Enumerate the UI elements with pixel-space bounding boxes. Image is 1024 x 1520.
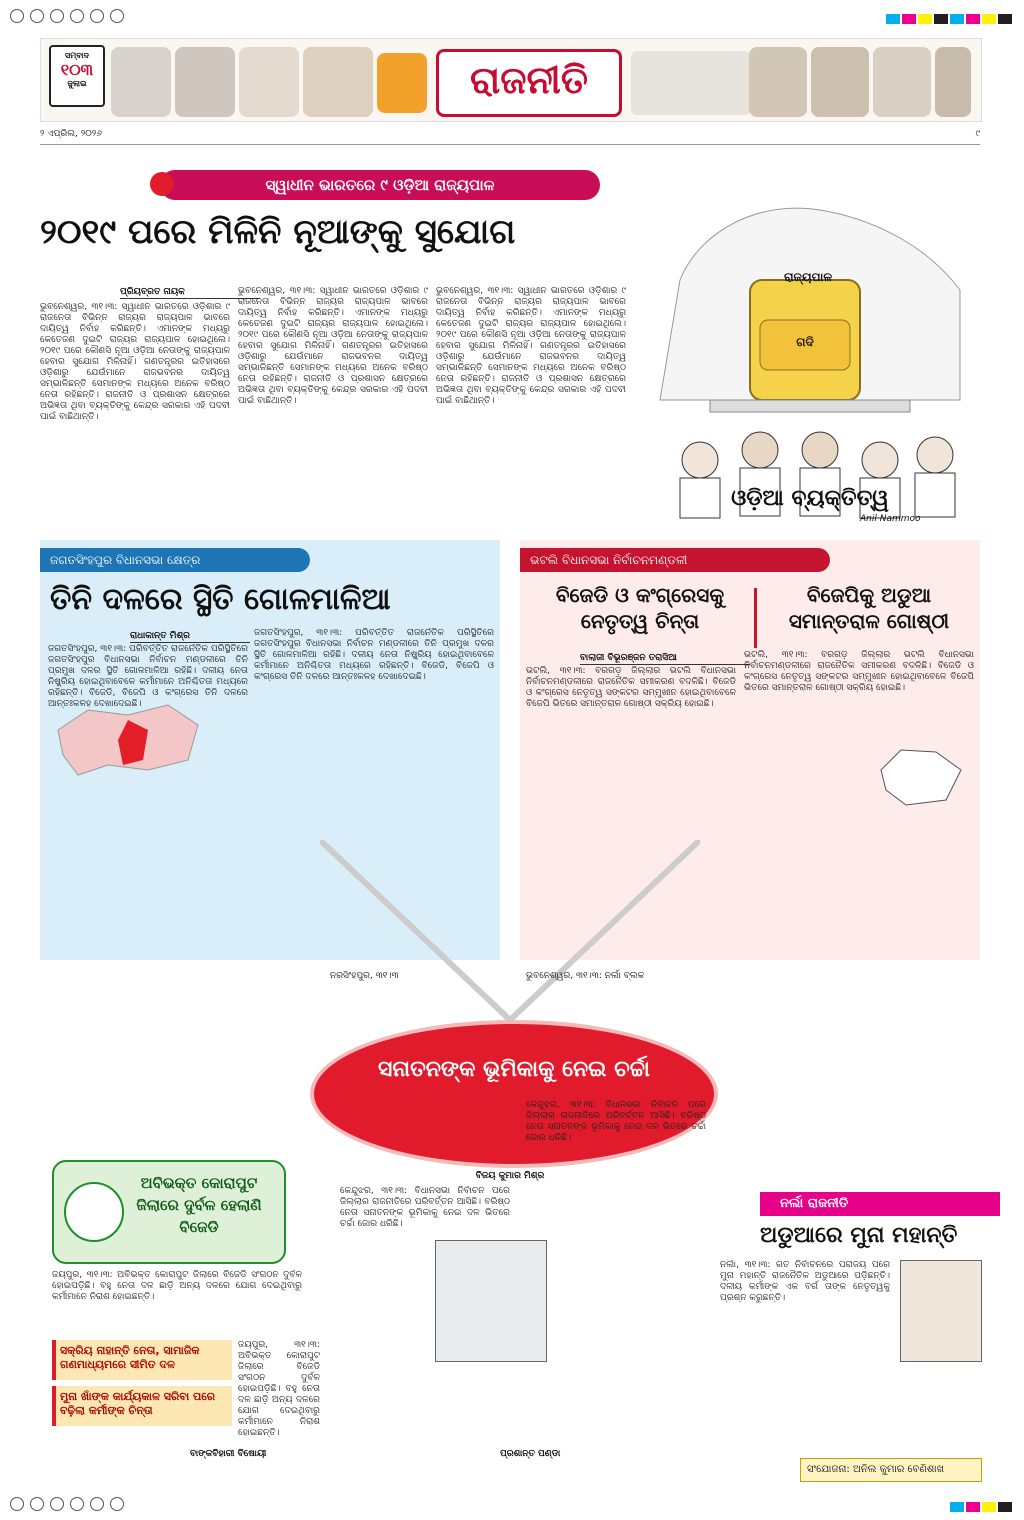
registration-marks xyxy=(10,8,130,27)
registration-marks-bottom xyxy=(10,1496,130,1515)
lower-left-body: ଜୟପୁର, ୩୧।୩: ଅବିଭକ୍ତ କୋରାପୁଟ ଜିଲାରେ ବିଜେଡି ସଂଗଠନ ଦୁର୍ବଳ ହୋଇପଡ଼ିଛି। ବହୁ ନେତା ଦଳ ଛାଡ଼ି ଅନ୍ୟ ଦଳରେ ଯୋଗ ଦେଇଥିବାରୁ କର୍ମୀମାନେ ନିରାଶ ହୋଇଛନ୍ତି। xyxy=(52,1270,302,1302)
top-body-col1: ଭୁବନେଶ୍ୱର, ୩୧।୩: ସ୍ୱାଧୀନ ଭାରତରେ ଓଡ଼ିଶାର ୯ ରାଜନେତା ବିଭିନ୍ନ ରାଜ୍ୟର ରାଜ୍ୟପାଳ ଭାବରେ ଦାୟିତ୍ୱ ନିର୍ବାହ କରିଛନ୍ତି। ଏମାନଙ୍କ ମଧ୍ୟରୁ କେତେଜଣ ଦୁଇଟି ରାଜ୍ୟର ରାଜ୍ୟପାଳ ହୋଇଥିଲେ। ୨୦୧୯ ପରେ କୌଣସି ନୂଆ ଓଡ଼ିଆ ନେତାଙ୍କୁ ରାଜ୍ୟପାଳ ହେବାର ସୁଯୋଗ ମିଳିନାହିଁ। ଗଣତନ୍ତ୍ରର ଇତିହାସରେ ଓଡ଼ିଶାରୁ ଯେଉଁମାନେ ରାଜଭବନର ଦାୟିତ୍ୱ ସମ୍ଭାଳିଛନ୍ତି ସେମାନଙ୍କ ମଧ୍ୟରେ ଅନେକ ବରିଷ୍ଠ ନେତା ରହିଛନ୍ତି। ରାଜନୀତି ଓ ପ୍ରଶାସନ କ୍ଷେତ୍ରରେ ଅଭିଜ୍ଞତା ଥିବା ବ୍ୟକ୍ତିଙ୍କୁ କେନ୍ଦ୍ର ସରକାର ଏହି ପଦବୀ ପାଇଁ ବାଛିଥାନ୍ତି। xyxy=(40,302,230,422)
section-title: ରାଜନୀତି xyxy=(469,58,589,102)
top-kicker-wrap xyxy=(160,170,600,200)
masthead xyxy=(40,38,982,122)
top-kicker: ସ୍ୱାଧୀନ ଭାରତରେ ୯ ଓଡ଼ିଆ ରାଜ୍ୟପାଳ xyxy=(160,170,600,200)
color-bar-bottom xyxy=(950,1497,1014,1516)
lower-left-box-headline: ଅବିଭକ୍ତ କୋରାପୁଟ ଜିଲାରେ ଦୁର୍ବଳ ହେଲାଣି ବିଜେଡି xyxy=(136,1174,262,1236)
lower-left-sub2 xyxy=(52,1386,232,1426)
center-headline: ସନାତନଙ୍କ ଭୂମିକାକୁ ନେଇ ଚର୍ଚ୍ଚା xyxy=(378,1057,650,1082)
right-headline-left: ବିଜେଡି ଓ କଂଗ୍ରେସକୁ ନେତୃତ୍ୱ ଚିନ୍ତା xyxy=(555,583,725,633)
top-headline: ୨୦୧୯ ପରେ ମିଳିନି ନୂଆଙ୍କୁ ସୁଯୋଗ xyxy=(40,212,516,252)
portrait xyxy=(111,47,171,117)
divider xyxy=(40,144,980,145)
print-strip xyxy=(0,0,1024,28)
lower-right-kicker: ନର୍ଲା ରାଜନୀତି xyxy=(760,1192,1000,1216)
lower-left-byline: ବାଙ୍କବିହାରୀ ବିଷୋୟୀ xyxy=(190,1449,267,1459)
lower-left-box xyxy=(52,1160,286,1264)
anniversary-top: ସମ୍ବାଦ xyxy=(65,51,89,60)
cartoon-chair-label: ଗଦି xyxy=(796,335,814,349)
issue-date: ୨ ଏପ୍ରିଲ, ୨୦୨୬ xyxy=(40,129,102,139)
left-body-col2: ଜଗତସିଂହପୁର, ୩୧।୩: ପରିବର୍ତ୍ତିତ ରାଜନୈତିକ ପରିସ୍ଥିତିରେ ଜଗତସିଂହପୁର ବିଧାନସଭା ନିର୍ବାଚନ ମଣ୍ଡଳୀରେ ତିନି ପ୍ରମୁଖ ଦଳର ସ୍ଥିତି ଗୋଳମାଳିଆ ରହିଛି। ଦଳୀୟ ନେତା ନିଷ୍କ୍ରିୟ ହୋଇଥିବାବେଳେ କର୍ମୀମାନେ ଅନିଶ୍ଚିତତା ମଧ୍ୟରେ ରହିଛନ୍ତି। ବିଜେଡି, ବିଜେପି ଓ କଂଗ୍ରେସ ତିନି ଦଳରେ ଆନ୍ତଃକଳହ ଦେଖାଦେଇଛି। xyxy=(254,628,494,682)
left-headline: ତିନି ଦଳରେ ସ୍ଥିତି ଗୋଳମାଳିଆ xyxy=(50,582,391,617)
portrait-row-left xyxy=(111,43,431,119)
kicker-dot xyxy=(150,172,174,196)
dateline-left: ନରସିଂହପୁର, ୩୧।୩ xyxy=(330,971,399,981)
headline-divider xyxy=(754,588,757,648)
color-bar xyxy=(886,9,1014,28)
flag-graphic xyxy=(377,53,427,113)
anniversary-year: ୧୦୩ xyxy=(60,60,94,79)
portrait-sanatan xyxy=(435,1240,547,1362)
collage-region xyxy=(40,540,980,1500)
credit-box xyxy=(800,1458,982,1482)
political-cartoon xyxy=(640,160,980,530)
portrait xyxy=(811,47,869,117)
right-body-col2: ଭଟଲି, ୩୧।୩: ବରଗଡ଼ ଜିଲ୍ଲାର ଭଟଲି ବିଧାନସଭା ନିର୍ବାଚନମଣ୍ଡଳୀରେ ରାଜନୈତିକ ସମୀକରଣ ବଦଳିଛି। ବିଜେଡି ଓ କଂଗ୍ରେସ ନେତୃତ୍ୱ ସଙ୍କଟର ସମ୍ମୁଖୀନ ହୋଇଥିବାବେଳେ ବିଜେପି ଭିତରେ ସମାନ୍ତରାଳ ଗୋଷ୍ଠୀ ସକ୍ରିୟ ହୋଇଛି। xyxy=(744,650,974,693)
lower-right-body: ନର୍ଲା, ୩୧।୩: ଗତ ନିର୍ବାଚନରେ ପରାଜୟ ପରେ ମୁନା ମହାନ୍ତି ରାଜନୈତିକ ଅଡୁଆରେ ପଡ଼ିଛନ୍ତି। ଦଳୀୟ କର୍ମୀଙ୍କ ଏକ ବର୍ଗ ତାଙ୍କ ନେତୃତ୍ୱକୁ ପ୍ରଶ୍ନ କରୁଛନ୍ତି। xyxy=(720,1260,890,1303)
shell-logo xyxy=(64,1182,124,1242)
cartoon-caption: ଓଡ଼ିଆ ବ୍ୟକ୍ତିତ୍ୱ xyxy=(731,486,889,511)
anniversary-badge xyxy=(49,45,105,107)
top-body-col3: ଭୁବନେଶ୍ୱର, ୩୧।୩: ସ୍ୱାଧୀନ ଭାରତରେ ଓଡ଼ିଶାର ୯ ରାଜନେତା ବିଭିନ୍ନ ରାଜ୍ୟର ରାଜ୍ୟପାଳ ଭାବରେ ଦାୟିତ୍ୱ ନିର୍ବାହ କରିଛନ୍ତି। ଏମାନଙ୍କ ମଧ୍ୟରୁ କେତେଜଣ ଦୁଇଟି ରାଜ୍ୟର ରାଜ୍ୟପାଳ ହୋଇଥିଲେ। ୨୦୧୯ ପରେ କୌଣସି ନୂଆ ଓଡ଼ିଆ ନେତାଙ୍କୁ ରାଜ୍ୟପାଳ ହେବାର ସୁଯୋଗ ମିଳିନାହିଁ। ଗଣତନ୍ତ୍ରର ଇତିହାସରେ ଓଡ଼ିଶାରୁ ଯେଉଁମାନେ ରାଜଭବନର ଦାୟିତ୍ୱ ସମ୍ଭାଳିଛନ୍ତି ସେମାନଙ୍କ ମଧ୍ୟରେ ଅନେକ ବରିଷ୍ଠ ନେତା ରହିଛନ୍ତି। ରାଜନୀତି ଓ ପ୍ରଶାସନ କ୍ଷେତ୍ରରେ ଅଭିଜ୍ଞତା ଥିବା ବ୍ୟକ୍ତିଙ୍କୁ କେନ୍ଦ୍ର ସରକାର ଏହି ପଦବୀ ପାଇଁ ବାଛିଥାନ୍ତି। xyxy=(436,286,626,406)
anniversary-bottom: ଜୁଲାଇ xyxy=(67,79,87,88)
sub1-text: ସକ୍ରିୟ ନାହାନ୍ତି ନେତା, ସାମାଜିକ ଗଣମାଧ୍ୟମରେ ସୀମିତ ଦଳ xyxy=(60,1344,200,1371)
left-body-col1: ଜଗତସିଂହପୁର, ୩୧।୩: ପରିବର୍ତ୍ତିତ ରାଜନୈତିକ ପରିସ୍ଥିତିରେ ଜଗତସିଂହପୁର ବିଧାନସଭା ନିର୍ବାଚନ ମଣ୍ଡଳୀରେ ତିନି ପ୍ରମୁଖ ଦଳର ସ୍ଥିତି ଗୋଳମାଳିଆ ରହିଛି। ଦଳୀୟ ନେତା ନିଷ୍କ୍ରିୟ ହୋଇଥିବାବେଳେ କର୍ମୀମାନେ ଅନିଶ୍ଚିତତା ମଧ୍ୟରେ ରହିଛନ୍ତି। ବିଜେଡି, ବିଜେପି ଓ କଂଗ୍ରେସ ତିନି ଦଳରେ ଆନ୍ତଃକଳହ ଦେଖାଦେଇଛି। xyxy=(48,644,248,709)
cartoon-throne-label: ରାଜ୍ୟପାଳ xyxy=(783,270,833,284)
center-byline: ବିଜୟ କୁମାର ମିଶ୍ର xyxy=(475,1171,545,1181)
district-map xyxy=(48,690,208,790)
center-separator xyxy=(320,840,700,1040)
dateline-right: ଭୁବନେଶ୍ୱର, ୩୧।୩: ନର୍ଲା ବ୍ଲକ xyxy=(526,971,645,981)
top-body-col2: ଭୁବନେଶ୍ୱର, ୩୧।୩: ସ୍ୱାଧୀନ ଭାରତରେ ଓଡ଼ିଶାର ୯ ରାଜନେତା ବିଭିନ୍ନ ରାଜ୍ୟର ରାଜ୍ୟପାଳ ଭାବରେ ଦାୟିତ୍ୱ ନିର୍ବାହ କରିଛନ୍ତି। ଏମାନଙ୍କ ମଧ୍ୟରୁ କେତେଜଣ ଦୁଇଟି ରାଜ୍ୟର ରାଜ୍ୟପାଳ ହୋଇଥିଲେ। ୨୦୧୯ ପରେ କୌଣସି ନୂଆ ଓଡ଼ିଆ ନେତାଙ୍କୁ ରାଜ୍ୟପାଳ ହେବାର ସୁଯୋଗ ମିଳିନାହିଁ। ଗଣତନ୍ତ୍ରର ଇତିହାସରେ ଓଡ଼ିଶାରୁ ଯେଉଁମାନେ ରାଜଭବନର ଦାୟିତ୍ୱ ସମ୍ଭାଳିଛନ୍ତି ସେମାନଙ୍କ ମଧ୍ୟରେ ଅନେକ ବରିଷ୍ଠ ନେତା ରହିଛନ୍ତି। ରାଜନୀତି ଓ ପ୍ରଶାସନ କ୍ଷେତ୍ରରେ ଅଭିଜ୍ଞତା ଥିବା ବ୍ୟକ୍ତିଙ୍କୁ କେନ୍ଦ୍ର ସରକାର ଏହି ପଦବୀ ପାଇଁ ବାଛିଥାନ୍ତି। xyxy=(238,286,428,406)
portrait xyxy=(749,47,807,117)
portrait xyxy=(303,47,373,117)
lower-left-sub1 xyxy=(52,1340,232,1380)
right-body-col1: ଭଟଲି, ୩୧।୩: ବରଗଡ଼ ଜିଲ୍ଲାର ଭଟଲି ବିଧାନସଭା ନିର୍ବାଚନମଣ୍ଡଳୀରେ ରାଜନୈତିକ ସମୀକରଣ ବଦଳିଛି। ବିଜେଡି ଓ କଂଗ୍ରେସ ନେତୃତ୍ୱ ସଙ୍କଟର ସମ୍ମୁଖୀନ ହୋଇଥିବାବେଳେ ବିଜେପି ଭିତରେ ସମାନ୍ତରାଳ ଗୋଷ୍ଠୀ ସକ୍ରିୟ ହୋଇଛି। xyxy=(526,666,736,709)
assembly-building-graphic xyxy=(631,51,751,115)
sub2-text: ମୁନା ଖାଁଙ୍କ କାର୍ଯ୍ୟକାଳ ସରିବା ପରେ ବଢ଼ିଲା କର୍ମୀଙ୍କ ଚିନ୍ତା xyxy=(60,1390,216,1417)
bottom-strip xyxy=(0,1490,1024,1514)
lower-right-byline: ପ୍ରଶାନ୍ତ ପଣ୍ଡା xyxy=(500,1449,561,1459)
top-byline: ପ୍ରିୟବ୍ରତ ନାୟକ xyxy=(120,286,260,299)
page-number: ୯ xyxy=(975,129,980,139)
portrait xyxy=(935,47,971,117)
section-title-box xyxy=(436,49,622,117)
center-body-col1: କେନ୍ଦୁଝର, ୩୧।୩: ବିଧାନସଭା ନିର୍ବାଚନ ପରେ ଜିଲ୍ଲାର ରାଜନୀତିରେ ପରିବର୍ତ୍ତନ ଆସିଛି। ବରିଷ୍ଠ ନେତା ସନାତନଙ୍କ ଭୂମିକାକୁ ନେଇ ଦଳ ଭିତରେ ଚର୍ଚ୍ଚା ଜୋର ଧରିଛି। xyxy=(340,1186,510,1229)
lower-left-body-right: ଜୟପୁର, ୩୧।୩: ଅବିଭକ୍ତ କୋରାପୁଟ ଜିଲାରେ ବିଜେଡି ସଂଗଠନ ଦୁର୍ବଳ ହୋଇପଡ଼ିଛି। ବହୁ ନେତା ଦଳ ଛାଡ଼ି ଅନ୍ୟ ଦଳରେ ଯୋଗ ଦେଇଥିବାରୁ କର୍ମୀମାନେ ନିରାଶ ହୋଇଛନ୍ତି। xyxy=(238,1340,320,1438)
left-byline: ରାଧାକାନ୍ତ ମିଶ୍ର xyxy=(130,630,250,643)
right-headline-right: ବିଜେପିକୁ ଅଡୁଆ ସମାନ୍ତରାଳ ଗୋଷ୍ଠୀ xyxy=(788,583,950,633)
constituency-map xyxy=(876,740,966,810)
left-section-label: ଜଗତସିଂହପୁର ବିଧାନସଭା କ୍ଷେତ୍ର xyxy=(40,548,310,572)
lower-right-headline: ଅଡୁଆରେ ମୁନା ମହାନ୍ତି xyxy=(760,1223,958,1248)
right-section-label: ଭଟଲି ବିଧାନସଭା ନିର୍ବାଚନମଣ୍ଡଳୀ xyxy=(520,548,830,572)
right-byline: ବାଲାଜୀ ବିଭୂରଞ୍ଜନ ତରାସିଆ xyxy=(580,652,750,665)
cartoon-signature: Anil Nammoo xyxy=(860,514,921,524)
portrait xyxy=(239,47,299,117)
portrait-row-right xyxy=(631,43,971,119)
portrait-muna xyxy=(900,1260,982,1362)
credit-text: ସଂଯୋଜନା: ଅନିଲ କୁମାର ବେଣିଶାଖ xyxy=(807,1464,945,1475)
portrait xyxy=(175,47,235,117)
portrait xyxy=(873,47,931,117)
center-body-col2: କେନ୍ଦୁଝର, ୩୧।୩: ବିଧାନସଭା ନିର୍ବାଚନ ପରେ ଜିଲ୍ଲାର ରାଜନୀତିରେ ପରିବର୍ତ୍ତନ ଆସିଛି। ବରିଷ୍ଠ ନେତା ସନାତନଙ୍କ ଭୂମିକାକୁ ନେଇ ଦଳ ଭିତରେ ଚର୍ଚ୍ଚା ଜୋର ଧରିଛି। xyxy=(526,1100,706,1143)
